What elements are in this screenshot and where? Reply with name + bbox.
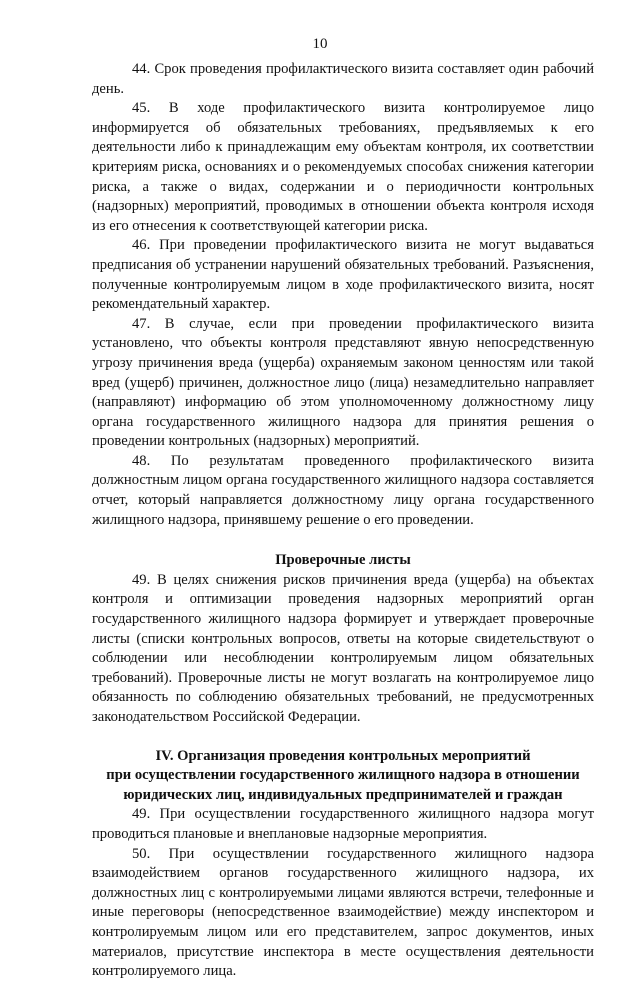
paragraph-50: 50. При осуществлении государственного жилищного надзора взаимодействием органов государственного жилищного надзора, их должностных лиц с контролируемыми лицами являются встречи, телефонные и иные переговоры (непосредственное взаимодействие) между инспектором и контролируемым лицом или его представителем, запрос документов, иных материалов, присутствие инспектора в месте осуществления деятельности контролируемого лица. bbox=[92, 845, 594, 980]
section-iv-heading-line-3: юридических лиц, индивидуальных предпринимателей и граждан bbox=[123, 786, 563, 803]
paragraph-46: 46. При проведении профилактического визита не могут выдаваться предписания об устранении нарушений обязательных требований. Разъяснения, полученные контролируемым лицом в ходе профилактического визита, носят рекомендательный характер. bbox=[92, 237, 594, 313]
paragraph-45: 45. В ходе профилактического визита контролируемое лицо информируется об обязательных требованиях, предъявляемых к его деятельности либо к принадлежащим ему объектам контроля, их соответствии критериям риска, основаниях и о рекомендуемых способах снижения категории риска, а также о видах, содержании и о периодичности контрольных (надзорных) мероприятий, проводимых в отношении объекта контроля исходя из его отнесения к соответствующей категории риска. bbox=[92, 100, 594, 234]
section-iv-heading-line-1: IV. Организация проведения контрольных мероприятий bbox=[155, 747, 531, 764]
page-number: 10 bbox=[312, 36, 328, 52]
paragraph-49-checklists: 49. В целях снижения рисков причинения вреда (ущерба) на объектах контроля и оптимизации проведения надзорных мероприятий орган государственного жилищного надзора формирует и утверждает проверочные листы (списки контрольных вопросов, ответы на которые свидетельствуют о соблюдении или несоблюдении контролируемым лицом обязательных требований). Проверочные листы не могут возлагать на контролируемое лицо обязанность по соблюдению обязательных требований, не предусмотренных законодательством Российской Федерации. bbox=[92, 571, 594, 725]
section-iv-heading-line-2: при осуществлении государственного жилищного надзора в отношении bbox=[106, 767, 580, 784]
paragraph-47: 47. В случае, если при проведении профилактического визита установлено, что объекты контроля представляют явную непосредственную угрозу причинения вреда (ущерба) охраняемым законом ценностям или такой вред (ущерб) причинен, должностное лицо (лица) незамедлительно направляет (направляют) информацию об этом уполномоченному должностному лицу органа государственного жилищного надзора для принятия решения о проведении контрольных (надзорных) мероприятий. bbox=[92, 315, 594, 450]
section-iv-heading bbox=[92, 747, 594, 806]
paragraph-44: 44. Срок проведения профилактического визита составляет один рабочий день. bbox=[92, 61, 594, 97]
checklists-heading: Проверочные листы bbox=[275, 552, 411, 569]
paragraph-49-section-iv: 49. При осуществлении государственного жилищного надзора могут проводиться плановые и внеплановые надзорные мероприятия. bbox=[92, 806, 594, 842]
document-body bbox=[92, 60, 594, 982]
paragraph-48: 48. По результатам проведенного профилактического визита должностным лицом органа государственного жилищного надзора составляется отчет, который направляется должностному лицу органа государственного жилищного надзора, принявшему решение о его проведении. bbox=[92, 452, 594, 528]
